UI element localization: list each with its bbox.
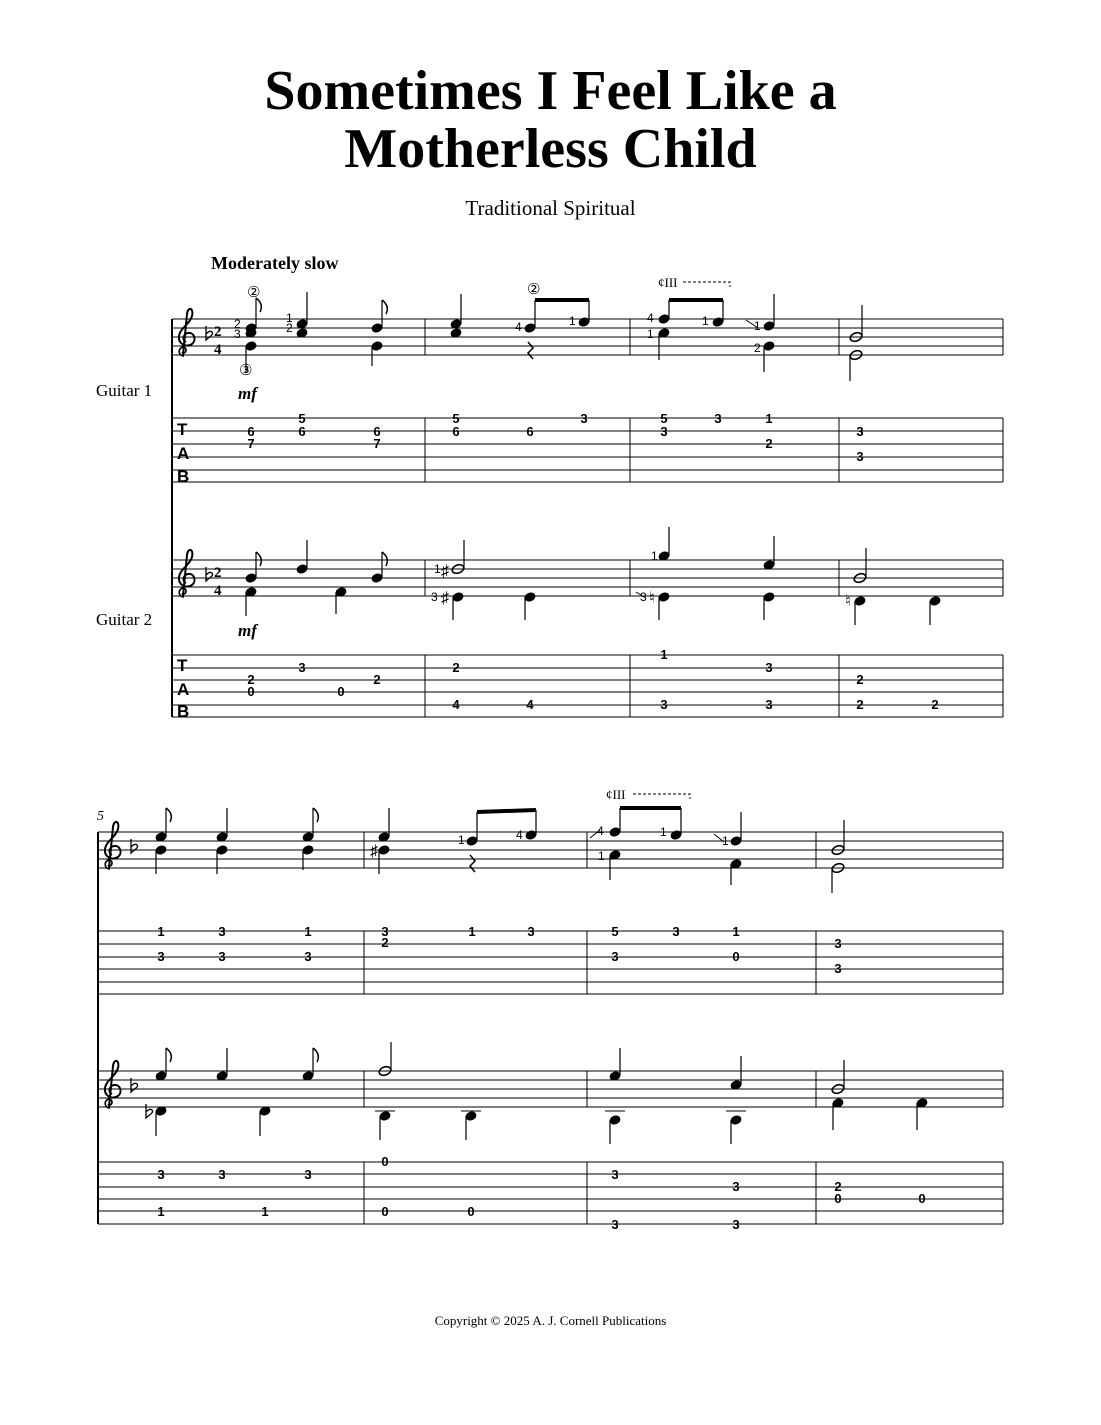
svg-text:6: 6 xyxy=(298,424,306,439)
string-marker-2: ② xyxy=(527,281,541,298)
svg-text:0: 0 xyxy=(381,1154,389,1169)
svg-text:6: 6 xyxy=(247,424,255,439)
svg-text:1: 1 xyxy=(732,924,740,939)
svg-text:1: 1 xyxy=(261,1204,269,1219)
svg-text:4: 4 xyxy=(647,311,654,325)
svg-text:1: 1 xyxy=(434,562,441,576)
svg-text:3: 3 xyxy=(431,590,438,604)
time-sig-top: 2 xyxy=(214,565,222,581)
staff-g2-sys1 xyxy=(172,560,1003,596)
svg-text:0: 0 xyxy=(834,1191,842,1206)
svg-text:0: 0 xyxy=(732,949,740,964)
svg-text:2: 2 xyxy=(765,436,773,451)
svg-text:0: 0 xyxy=(918,1191,926,1206)
notes-g2-sys2 xyxy=(155,1042,928,1144)
svg-text:2: 2 xyxy=(856,697,864,712)
svg-text:3: 3 xyxy=(611,949,619,964)
system-2 xyxy=(97,787,1003,1232)
treble-clef-icon xyxy=(105,822,121,869)
svg-text:♯: ♯ xyxy=(441,590,449,607)
svg-text:4: 4 xyxy=(515,320,522,334)
svg-text:2: 2 xyxy=(234,317,241,331)
svg-text:2: 2 xyxy=(373,672,381,687)
svg-text:1: 1 xyxy=(660,825,667,839)
barre-line xyxy=(683,282,730,287)
svg-text:T: T xyxy=(177,656,188,675)
svg-text:3: 3 xyxy=(834,936,842,951)
svg-text:3: 3 xyxy=(611,1217,619,1232)
svg-text:3: 3 xyxy=(732,1179,740,1194)
svg-text:1: 1 xyxy=(702,314,709,328)
tab-staff-g2-sys2 xyxy=(98,1162,1003,1224)
string-marker-2: ② xyxy=(247,284,261,301)
svg-text:0: 0 xyxy=(337,684,345,699)
staff-g1-sys2 xyxy=(98,832,1003,868)
barlines-sys2 xyxy=(98,832,1003,1224)
svg-text:5: 5 xyxy=(660,411,668,426)
svg-text:3: 3 xyxy=(527,924,535,939)
svg-text:T: T xyxy=(177,420,188,439)
svg-text:1: 1 xyxy=(765,411,773,426)
svg-text:2: 2 xyxy=(286,321,293,335)
svg-text:5: 5 xyxy=(298,411,306,426)
system-1 xyxy=(172,275,1003,721)
tab-staff-g2-sys1 xyxy=(172,655,1003,717)
svg-text:1: 1 xyxy=(157,1204,165,1219)
tab-numbers-g1-sys1 xyxy=(247,411,863,464)
title-line-1: Sometimes I Feel Like a xyxy=(264,60,837,122)
dynamic-mf: mf xyxy=(238,621,257,640)
svg-text:3: 3 xyxy=(765,660,773,675)
sharp-icon: ♯ xyxy=(370,843,378,860)
dynamic-mf: mf xyxy=(238,384,257,403)
svg-text:1: 1 xyxy=(722,834,729,848)
title-line-2: Motherless Child xyxy=(344,118,757,180)
svg-text:1: 1 xyxy=(647,327,654,341)
svg-text:3: 3 xyxy=(218,1167,226,1182)
flat-icon xyxy=(146,1104,153,1118)
instrument-label-guitar-1: Guitar 1 xyxy=(96,381,153,400)
svg-text:♮: ♮ xyxy=(649,590,655,607)
svg-text:1: 1 xyxy=(660,647,668,662)
svg-text:3: 3 xyxy=(234,327,241,341)
svg-text:3: 3 xyxy=(660,424,668,439)
svg-text:3: 3 xyxy=(304,1167,312,1182)
treble-clef-icon xyxy=(105,1061,121,1108)
svg-text:♯: ♯ xyxy=(441,563,449,580)
svg-text:3: 3 xyxy=(640,590,647,604)
measure-number: 5 xyxy=(97,809,104,824)
svg-text:♮: ♮ xyxy=(845,593,851,610)
composer-credit: Traditional Spiritual xyxy=(465,196,636,220)
svg-text:2: 2 xyxy=(754,341,761,355)
svg-text:3: 3 xyxy=(856,449,864,464)
svg-text:5: 5 xyxy=(452,411,460,426)
fingerings-g1-sys2 xyxy=(458,824,729,863)
fingerings-g1-sys1 xyxy=(234,311,761,355)
svg-text:4: 4 xyxy=(597,824,604,838)
svg-text:3: 3 xyxy=(218,949,226,964)
svg-text:2: 2 xyxy=(247,672,255,687)
svg-text:2: 2 xyxy=(856,672,864,687)
svg-text:3: 3 xyxy=(381,924,389,939)
svg-text:5: 5 xyxy=(611,924,619,939)
svg-text:B: B xyxy=(177,467,190,486)
tab-numbers-g2-sys2 xyxy=(157,1154,925,1232)
time-sig-bottom: 4 xyxy=(214,342,222,358)
svg-text:6: 6 xyxy=(373,424,381,439)
svg-text:4: 4 xyxy=(452,697,460,712)
svg-text:0: 0 xyxy=(381,1204,389,1219)
svg-text:4: 4 xyxy=(516,828,523,842)
svg-text:7: 7 xyxy=(247,436,255,451)
svg-text:6: 6 xyxy=(526,424,534,439)
svg-text:2: 2 xyxy=(834,1179,842,1194)
svg-text:3: 3 xyxy=(157,949,165,964)
tab-numbers-g1-sys2 xyxy=(157,924,841,976)
copyright-notice: Copyright © 2025 A. J. Cornell Publications xyxy=(434,1313,667,1328)
treble-clef-icon xyxy=(179,550,195,597)
time-sig-bottom: 4 xyxy=(214,583,222,599)
barre-marking: ¢III xyxy=(658,275,678,290)
barlines-sys1 xyxy=(172,319,1003,717)
barre-marking: ¢III xyxy=(606,787,626,802)
svg-text:0: 0 xyxy=(467,1204,475,1219)
tempo-marking: Moderately slow xyxy=(211,253,339,273)
svg-text:A: A xyxy=(177,444,190,463)
svg-text:3: 3 xyxy=(298,660,306,675)
svg-text:3: 3 xyxy=(765,697,773,712)
svg-text:4: 4 xyxy=(526,697,534,712)
svg-text:0: 0 xyxy=(247,684,255,699)
time-sig-top: 2 xyxy=(214,324,222,340)
svg-text:1: 1 xyxy=(286,311,293,325)
svg-text:3: 3 xyxy=(834,961,842,976)
notes-g2-sys1 xyxy=(245,527,941,625)
svg-text:3: 3 xyxy=(672,924,680,939)
svg-text:3: 3 xyxy=(157,1167,165,1182)
svg-text:1: 1 xyxy=(598,849,605,863)
svg-text:1: 1 xyxy=(569,314,576,328)
svg-text:2: 2 xyxy=(452,660,460,675)
tab-staff-g1-sys2 xyxy=(98,931,1003,994)
svg-text:A: A xyxy=(177,680,190,699)
barre-line xyxy=(633,794,690,799)
svg-text:1: 1 xyxy=(157,924,165,939)
svg-text:6: 6 xyxy=(452,424,460,439)
svg-text:7: 7 xyxy=(373,436,381,451)
instrument-label-guitar-2: Guitar 2 xyxy=(96,610,153,629)
staff-g2-sys2 xyxy=(98,1071,1003,1107)
svg-text:3: 3 xyxy=(218,924,226,939)
string-marker-3: ③ xyxy=(239,362,253,379)
svg-text:1: 1 xyxy=(458,833,465,847)
svg-text:3: 3 xyxy=(304,949,312,964)
svg-text:1: 1 xyxy=(304,924,312,939)
svg-text:2: 2 xyxy=(931,697,939,712)
svg-text:3: 3 xyxy=(580,411,588,426)
svg-text:2: 2 xyxy=(381,935,389,950)
svg-text:3: 3 xyxy=(856,424,864,439)
svg-text:3: 3 xyxy=(714,411,722,426)
svg-text:3: 3 xyxy=(732,1217,740,1232)
svg-text:1: 1 xyxy=(651,549,658,563)
treble-clef-icon xyxy=(179,309,195,356)
svg-text:3: 3 xyxy=(660,697,668,712)
svg-text:B: B xyxy=(177,702,190,721)
svg-text:1: 1 xyxy=(468,924,476,939)
svg-text:3: 3 xyxy=(611,1167,619,1182)
svg-text:1: 1 xyxy=(754,319,761,333)
tab-staff-g1-sys1 xyxy=(172,418,1003,482)
